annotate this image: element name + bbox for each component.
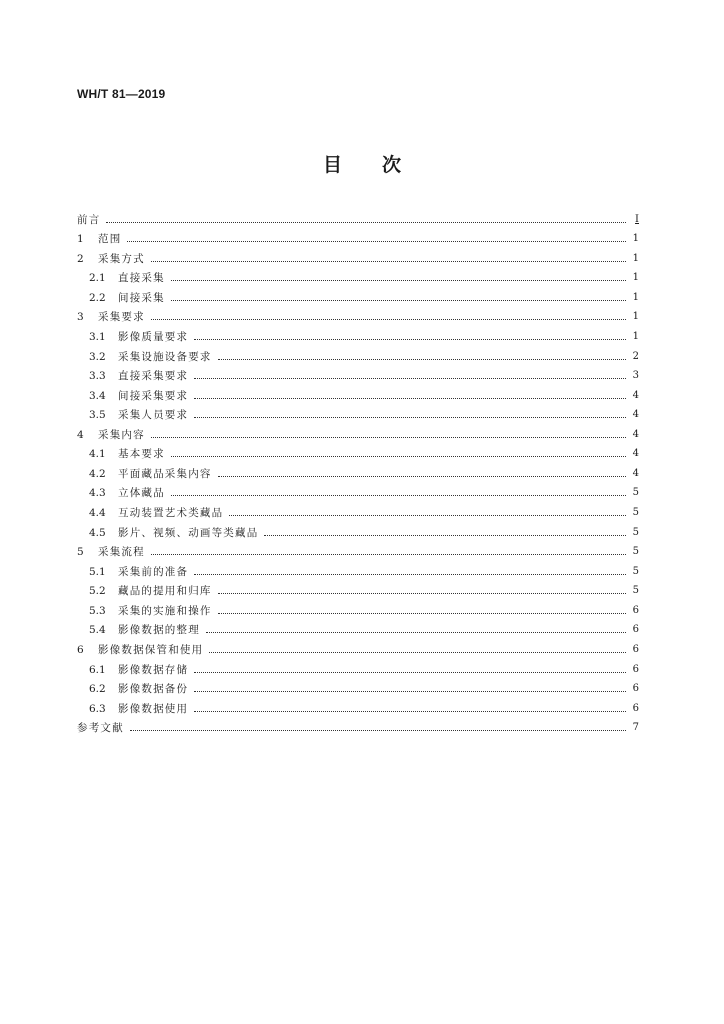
toc-entry-page-number: 3: [632, 370, 639, 382]
toc-entry-number: 6.1: [89, 663, 106, 676]
toc-entry-page-number: 6: [632, 624, 639, 636]
toc-entry-page-number: 1: [632, 252, 639, 264]
toc-entry-page-number: 2: [632, 350, 639, 362]
toc-entry[interactable]: [77, 460, 639, 480]
toc-entry[interactable]: [77, 402, 639, 422]
dot-leader: [171, 456, 626, 457]
toc-entry-page-number: 1: [632, 311, 639, 323]
toc-entry-page-number: 1: [632, 233, 639, 245]
dot-leader: [194, 672, 626, 673]
toc-entry-page-number: 4: [632, 389, 639, 401]
dot-leader: [229, 515, 626, 516]
toc-entry[interactable]: [77, 343, 639, 363]
toc-entry-page-number: 6: [632, 643, 639, 655]
toc-entry-title: 采集的实施和操作: [118, 604, 212, 617]
toc-entry-number: 3: [77, 311, 84, 324]
toc-entry-title: 采集内容: [98, 428, 145, 441]
dot-leader: [194, 574, 626, 575]
toc-entry[interactable]: [77, 597, 639, 617]
toc-entry-title: 影片、视频、动画等类藏品: [118, 526, 259, 539]
toc-entry-title: 立体藏品: [118, 487, 165, 500]
toc-entry-number: 5: [77, 546, 84, 559]
dot-leader: [151, 261, 626, 262]
toc-entry-number: 4.2: [89, 467, 106, 480]
toc-entry[interactable]: [77, 617, 639, 637]
toc-entry-title: 影像数据使用: [118, 702, 189, 715]
toc-entry-page-number: 6: [632, 683, 639, 695]
toc-entry-title: 采集设施设备要求: [118, 350, 212, 363]
toc-entry[interactable]: [77, 245, 639, 265]
toc-entry[interactable]: [77, 363, 639, 383]
toc-entry-title: 藏品的提用和归库: [118, 585, 212, 598]
toc-entry-number: 3.2: [89, 350, 106, 363]
dot-leader: [194, 691, 626, 692]
toc-entry[interactable]: [77, 382, 639, 402]
toc-entry-number: 5.3: [89, 604, 106, 617]
dot-leader: [206, 632, 626, 633]
toc-entry-page-number: 5: [632, 526, 639, 538]
toc-entry-page-number: 5: [632, 487, 639, 499]
toc-entry-page-number: 5: [632, 546, 639, 558]
toc-entry[interactable]: [77, 284, 639, 304]
toc-entry-page-number: Ⅰ: [635, 213, 639, 225]
table-of-contents: [77, 206, 639, 734]
dot-leader: [171, 495, 626, 496]
toc-entry-title: 影像数据保管和使用: [98, 643, 204, 656]
toc-entry-title: 采集方式: [98, 252, 145, 265]
toc-entry-number: 3.3: [89, 370, 106, 383]
dot-leader: [194, 378, 626, 379]
toc-entry-number: 1: [77, 233, 84, 246]
toc-entry[interactable]: [77, 226, 639, 246]
toc-entry[interactable]: [77, 304, 639, 324]
toc-entry-title: 参考文献: [77, 722, 124, 735]
toc-entry[interactable]: [77, 676, 639, 696]
toc-entry-title: 前言: [77, 213, 101, 226]
toc-entry-title: 采集前的准备: [118, 565, 189, 578]
toc-entry-number: 4.5: [89, 526, 106, 539]
toc-entry-page-number: 6: [632, 604, 639, 616]
toc-entry-title: 平面藏品采集内容: [118, 467, 212, 480]
dot-leader: [194, 711, 626, 712]
toc-entry-title: 采集流程: [98, 546, 145, 559]
toc-entry-page-number: 5: [632, 507, 639, 518]
toc-entry[interactable]: [77, 323, 639, 343]
toc-entry-title: 影像数据存储: [118, 663, 189, 676]
toc-entry[interactable]: [77, 715, 639, 735]
toc-entry-title: 直接采集要求: [118, 370, 189, 383]
toc-entry-title: 影像数据备份: [118, 683, 189, 696]
dot-leader: [127, 241, 626, 242]
toc-entry[interactable]: [77, 421, 639, 441]
dot-leader: [171, 280, 626, 281]
dot-leader: [218, 476, 626, 477]
toc-entry[interactable]: [77, 206, 639, 226]
toc-entry-title: 基本要求: [118, 448, 165, 461]
toc-entry-page-number: 1: [632, 272, 639, 284]
dot-leader: [151, 437, 626, 438]
toc-entry[interactable]: [77, 519, 639, 539]
toc-entry[interactable]: [77, 499, 639, 519]
toc-entry-page-number: 6: [632, 702, 639, 714]
toc-entry-title: 影像质量要求: [118, 330, 189, 343]
toc-entry-number: 3.5: [89, 409, 106, 422]
toc-entry-page-number: 6: [632, 663, 639, 675]
toc-entry-number: 4.1: [89, 448, 106, 461]
dot-leader: [171, 300, 626, 301]
toc-entry-number: 5.4: [89, 624, 106, 637]
toc-entry-number: 3.1: [89, 330, 106, 343]
dot-leader: [218, 593, 626, 594]
toc-entry-page-number: 7: [632, 722, 639, 734]
toc-entry[interactable]: [77, 539, 639, 559]
toc-entry-title: 采集要求: [98, 311, 145, 324]
toc-entry-number: 4: [77, 428, 84, 441]
toc-entry-title: 范围: [98, 233, 122, 246]
toc-entry-page-number: 1: [632, 291, 639, 303]
toc-entry[interactable]: [77, 636, 639, 656]
toc-entry-number: 3.4: [89, 389, 106, 402]
toc-entry-page-number: 4: [632, 428, 639, 440]
toc-entry[interactable]: [77, 578, 639, 598]
dot-leader: [194, 417, 626, 418]
toc-entry-title: 互动装置艺术类藏品: [118, 507, 224, 519]
toc-entry-title: 采集人员要求: [118, 409, 189, 422]
toc-entry-number: 4.3: [89, 487, 106, 500]
dot-leader: [218, 359, 626, 360]
toc-entry-number: 2.1: [89, 272, 106, 285]
toc-entry-title: 间接采集: [118, 291, 165, 304]
toc-entry[interactable]: [77, 695, 639, 715]
document-code: WH/T 81—2019: [77, 87, 166, 101]
toc-entry-number: 6.2: [89, 683, 106, 696]
toc-entry-page-number: 1: [632, 330, 639, 342]
toc-entry-number: 2: [77, 252, 84, 265]
dot-leader: [264, 535, 626, 536]
dot-leader: [218, 613, 626, 614]
dot-leader: [194, 339, 626, 340]
toc-entry-number: 4.4: [89, 507, 106, 519]
dot-leader: [106, 222, 626, 223]
dot-leader: [151, 554, 626, 555]
toc-entry-title: 影像数据的整理: [118, 624, 200, 637]
dot-leader: [130, 730, 626, 731]
toc-entry-page-number: 4: [632, 467, 639, 479]
toc-entry-title: 间接采集要求: [118, 389, 189, 402]
toc-entry[interactable]: [77, 656, 639, 676]
toc-entry-number: 6: [77, 643, 84, 656]
toc-entry-number: 2.2: [89, 291, 106, 304]
dot-leader: [194, 398, 626, 399]
toc-entry-title: 直接采集: [118, 272, 165, 285]
toc-entry[interactable]: [77, 441, 639, 461]
dot-leader: [151, 319, 626, 320]
toc-entry-number: 5.1: [89, 565, 106, 578]
toc-entry[interactable]: [77, 558, 639, 578]
toc-entry-page-number: 4: [632, 409, 639, 421]
toc-entry-number: 5.2: [89, 585, 106, 598]
toc-entry-page-number: 5: [632, 565, 639, 577]
toc-entry-page-number: 4: [632, 448, 639, 460]
toc-entry[interactable]: [77, 265, 639, 285]
toc-entry-page-number: 5: [632, 585, 639, 597]
toc-entry-number: 6.3: [89, 702, 106, 715]
page-title: 目次: [322, 154, 441, 176]
toc-entry[interactable]: [77, 480, 639, 500]
dot-leader: [209, 652, 626, 653]
